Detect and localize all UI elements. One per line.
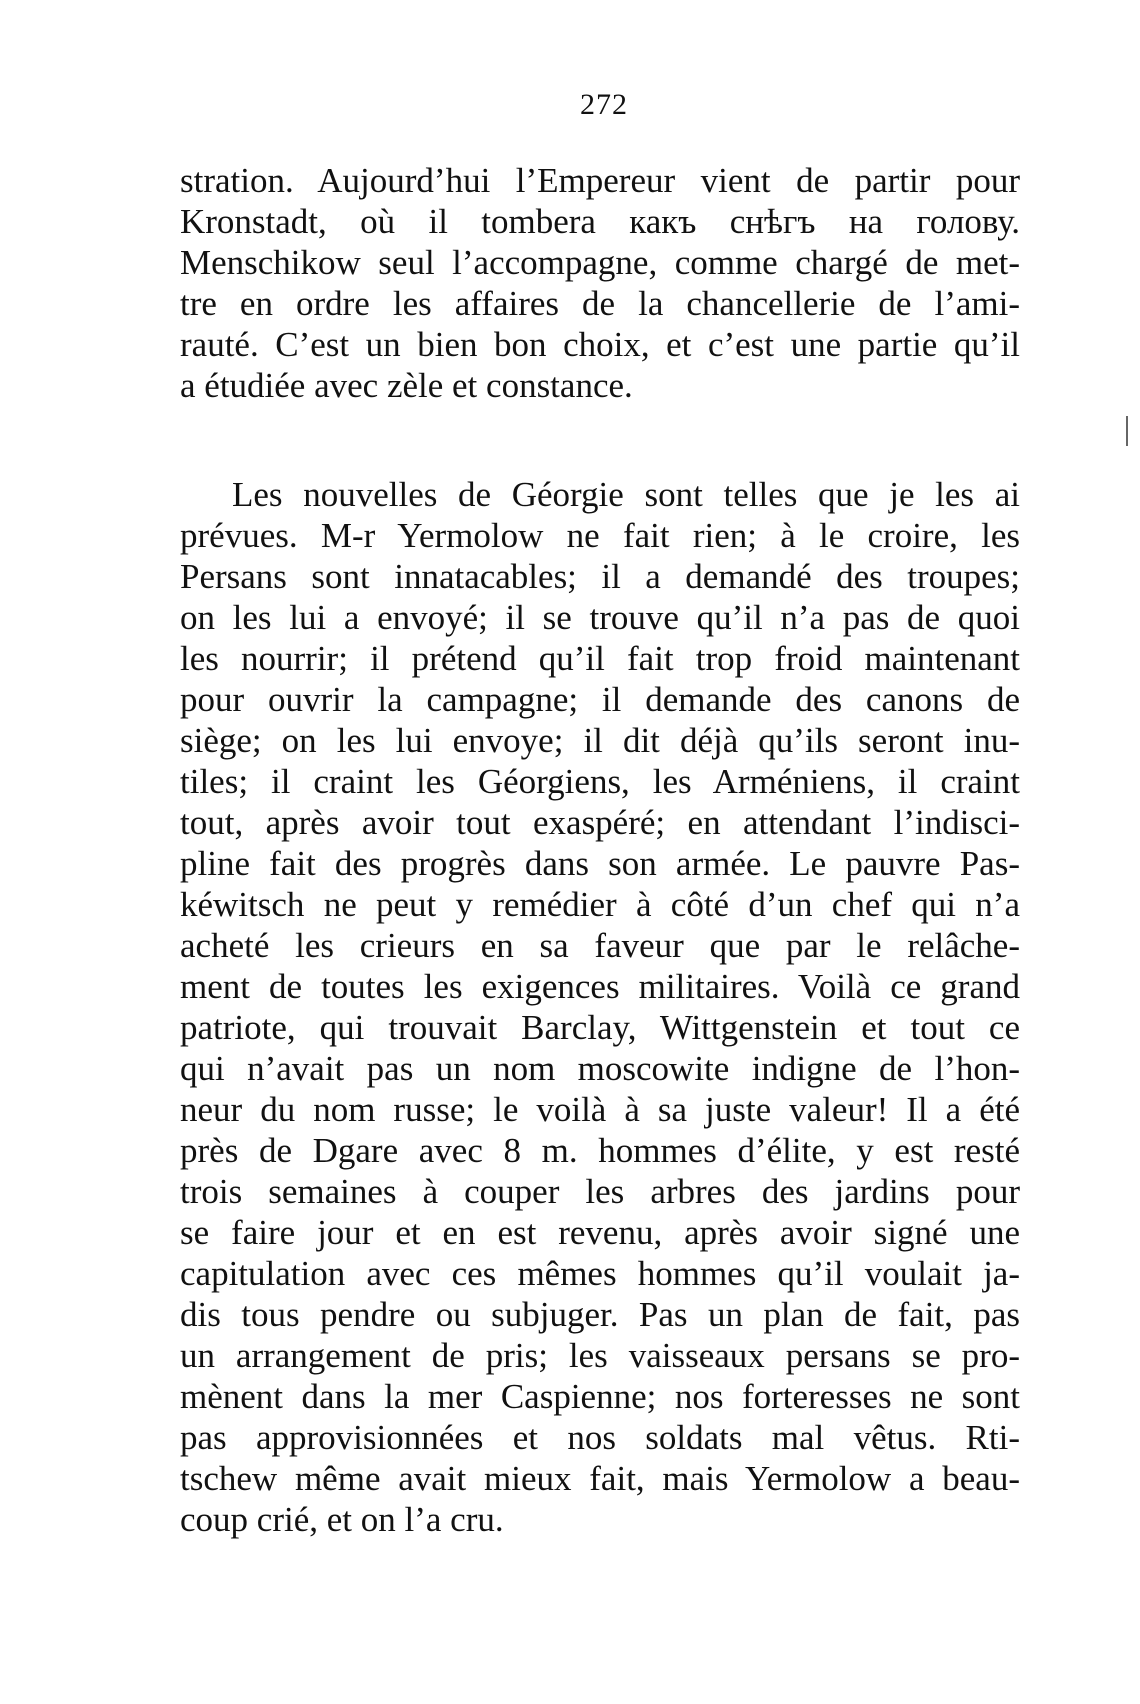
text-line: kéwitsch ne peut y remédier à côté d’un chef qui n’a <box>180 885 1020 924</box>
text-line: trois semaines à couper les arbres des jardins pour <box>180 1172 1020 1211</box>
text-line: tre en ordre les affaires de la chancellerie de l’ami- <box>180 284 1020 323</box>
text-line: neur du nom russe; le voilà à sa juste valeur! Il a été <box>180 1090 1020 1129</box>
text-line: on les lui a envoyé; il se trouve qu’il n’a pas de quoi <box>180 598 1020 637</box>
text-line: un arrangement de pris; les vaisseaux persans se pro- <box>180 1336 1020 1375</box>
scan-edge-mark <box>1126 416 1128 446</box>
text-line: Les nouvelles de Géorgie sont telles que je les ai <box>232 475 1020 514</box>
paragraph-2 <box>180 474 1020 1540</box>
text-line: stration. Aujourd’hui l’Empereur vient de partir pour <box>180 161 1020 200</box>
text-line: près de Dgare avec 8 m. hommes d’élite, y est resté <box>180 1131 1020 1170</box>
page-number: 272 <box>580 88 628 121</box>
paragraph-1 <box>180 160 1020 406</box>
text-line: tout, après avoir tout exaspéré; en attendant l’indisci- <box>180 803 1020 842</box>
text-line: coup crié, et on l’a cru. <box>180 1500 504 1539</box>
text-line: ment de toutes les exigences militaires. Voilà ce grand <box>180 967 1020 1006</box>
text-line: les nourrir; il prétend qu’il fait trop froid maintenant <box>180 639 1020 678</box>
text-line: Kronstadt, où il tombera какъ снѣгъ на голову. <box>180 202 1020 241</box>
text-line: patriote, qui trouvait Barclay, Wittgenstein et tout ce <box>180 1008 1020 1047</box>
text-line: mènent dans la mer Caspienne; nos forteresses ne sont <box>180 1377 1020 1416</box>
text-line: pour ouvrir la campagne; il demande des canons de <box>180 680 1020 719</box>
text-line: rauté. C’est un bien bon choix, et c’est une partie qu’il <box>180 325 1020 364</box>
text-line: dis tous pendre ou subjuger. Pas un plan de fait, pas <box>180 1295 1020 1334</box>
text-line: siège; on les lui envoye; il dit déjà qu’ils seront inu- <box>180 721 1020 760</box>
text-line: tschew même avait mieux fait, mais Yermolow a beau- <box>180 1459 1020 1498</box>
text-line: se faire jour et en est revenu, après avoir signé une <box>180 1213 1020 1252</box>
text-line: tiles; il craint les Géorgiens, les Arméniens, il craint <box>180 762 1020 801</box>
text-line: pline fait des progrès dans son armée. Le pauvre Pas- <box>180 844 1020 883</box>
text-line: pas approvisionnées et nos soldats mal vêtus. Rti- <box>180 1418 1020 1457</box>
text-line: prévues. M-r Yermolow ne fait rien; à le croire, les <box>180 516 1020 555</box>
text-line: Persans sont innatacables; il a demandé des troupes; <box>180 557 1020 596</box>
text-line: capitulation avec ces mêmes hommes qu’il voulait ja- <box>180 1254 1020 1293</box>
text-line: a étudiée avec zèle et constance. <box>180 366 633 405</box>
text-line: acheté les crieurs en sa faveur que par le relâche- <box>180 926 1020 965</box>
text-line: Menschikow seul l’accompagne, comme chargé de met- <box>180 243 1020 282</box>
text-line: qui n’avait pas un nom moscowite indigne de l’hon- <box>180 1049 1020 1088</box>
